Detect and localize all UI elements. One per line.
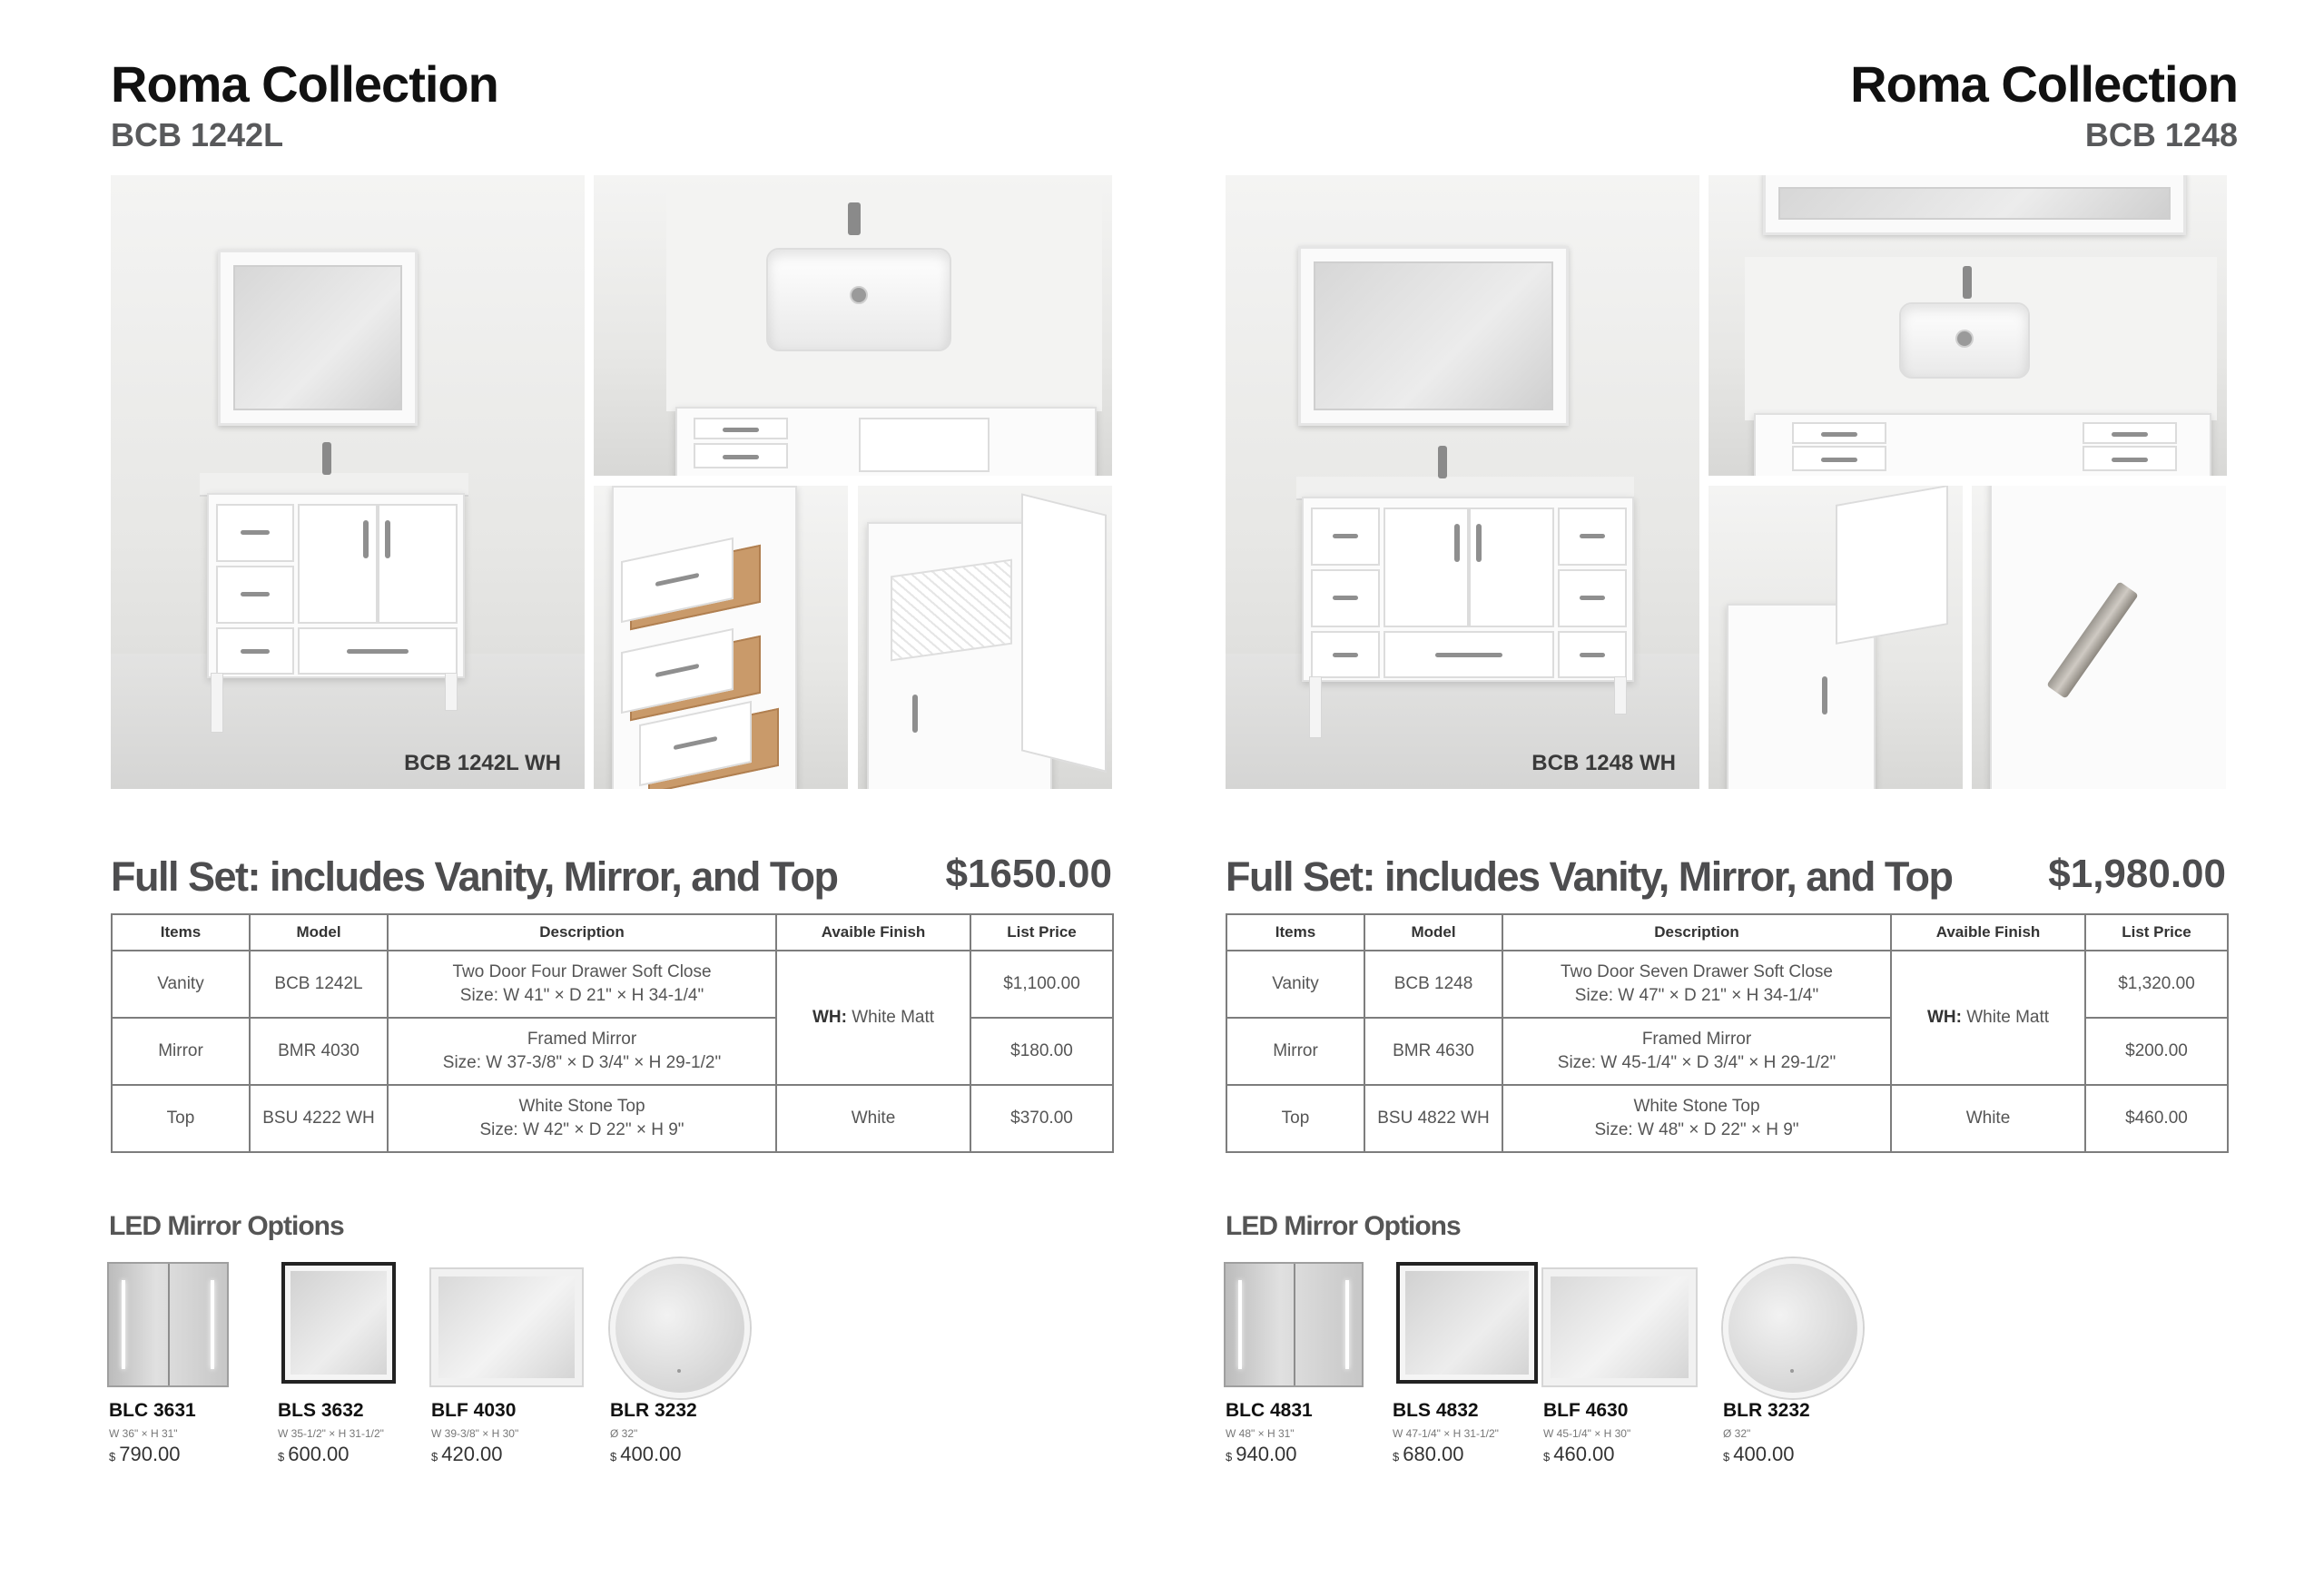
price-value: 680.00 xyxy=(1403,1443,1464,1465)
finish-name: White Matt xyxy=(1966,1008,2050,1027)
description-line: Framed Mirror xyxy=(527,1030,637,1049)
led-size: W 45-1/4" × H 30" xyxy=(1543,1427,1631,1440)
full-set-heading: Full Set: includes Vanity, Mirror, and Top xyxy=(1226,853,1953,900)
table-row xyxy=(1226,1085,2228,1152)
cell-price: $460.00 xyxy=(2085,1085,2228,1152)
currency-symbol: $ xyxy=(1393,1450,1400,1464)
cell-description xyxy=(388,1085,776,1152)
cell-item: Top xyxy=(112,1085,250,1152)
description-line: Two Door Four Drawer Soft Close xyxy=(452,962,712,981)
led-price xyxy=(1723,1443,1795,1466)
led-price xyxy=(1226,1443,1297,1466)
countertop-sink-photo xyxy=(1709,175,2227,476)
description-line: White Stone Top xyxy=(1633,1097,1760,1116)
cell-description xyxy=(1502,951,1891,1018)
led-size: W 36" × H 31" xyxy=(109,1427,178,1440)
led-size: W 39-3/8" × H 30" xyxy=(431,1427,519,1440)
mirror-cabinet-image xyxy=(1224,1262,1364,1387)
header-price: List Price xyxy=(2085,914,2228,951)
cell-description xyxy=(1502,1085,1891,1152)
cell-item: Top xyxy=(1226,1085,1364,1152)
drawer-pull-detail-photo xyxy=(1972,486,2226,789)
cell-description xyxy=(388,951,776,1018)
header-description: Description xyxy=(1502,914,1891,951)
led-model: BLC 3631 xyxy=(109,1400,196,1421)
finish-code: WH: xyxy=(812,1008,847,1027)
table-row xyxy=(112,1085,1113,1152)
currency-symbol: $ xyxy=(431,1450,438,1464)
cell-item: Vanity xyxy=(112,951,250,1018)
spec-table xyxy=(111,913,1114,1153)
spec-table xyxy=(1226,913,2229,1153)
model-subtitle: BCB 1248 xyxy=(2084,116,2238,153)
vanity-main-photo xyxy=(111,175,585,789)
photo-caption: BCB 1242L WH xyxy=(404,751,561,775)
collection-title: Roma Collection xyxy=(1850,55,2238,113)
price-value: 400.00 xyxy=(1733,1443,1795,1465)
led-model: BLC 4831 xyxy=(1226,1400,1313,1421)
header-finish: Avaible Finish xyxy=(776,914,970,951)
led-price xyxy=(1393,1443,1464,1466)
cell-price: $200.00 xyxy=(2085,1018,2228,1085)
cabinet-storage-photo xyxy=(858,486,1112,789)
description-size: Size: W 47" × D 21" × H 34-1/4" xyxy=(1574,986,1819,1005)
finish-code: WH: xyxy=(1926,1008,1962,1027)
currency-symbol: $ xyxy=(1226,1450,1233,1464)
description-size: Size: W 48" × D 22" × H 9" xyxy=(1594,1120,1799,1139)
cell-item: Mirror xyxy=(112,1018,250,1085)
price-value: 940.00 xyxy=(1236,1443,1297,1465)
mirror-cabinet-image xyxy=(107,1262,229,1387)
led-mirror-heading: LED Mirror Options xyxy=(109,1211,344,1241)
led-size: Ø 32" xyxy=(1723,1427,1751,1440)
cell-description xyxy=(388,1018,776,1085)
cell-model: BCB 1248 xyxy=(1364,951,1502,1018)
frosted-mirror-image xyxy=(1543,1269,1696,1385)
header-model: Model xyxy=(1364,914,1502,951)
currency-symbol: $ xyxy=(1543,1450,1551,1464)
led-size: W 48" × H 31" xyxy=(1226,1427,1295,1440)
led-model: BLR 3232 xyxy=(610,1400,697,1421)
full-set-price: $1650.00 xyxy=(945,852,1112,896)
table-header-row xyxy=(112,914,1113,951)
cell-finish xyxy=(776,951,970,1085)
cell-model: BSU 4222 WH xyxy=(250,1085,388,1152)
led-model: BLR 3232 xyxy=(1723,1400,1810,1421)
open-drawers-photo xyxy=(594,486,848,789)
cell-finish: White xyxy=(1891,1085,2085,1152)
full-set-heading: Full Set: includes Vanity, Mirror, and Top xyxy=(111,853,838,900)
led-model: BLF 4630 xyxy=(1543,1400,1629,1421)
cell-model: BCB 1242L xyxy=(250,951,388,1018)
vanity-main-photo xyxy=(1226,175,1699,789)
description-size: Size: W 45-1/4" × D 3/4" × H 29-1/2" xyxy=(1557,1053,1837,1072)
led-size: W 35-1/2" × H 31-1/2" xyxy=(278,1427,384,1440)
led-size: W 47-1/4" × H 31-1/2" xyxy=(1393,1427,1499,1440)
description-line: White Stone Top xyxy=(518,1097,645,1116)
description-line: Framed Mirror xyxy=(1641,1030,1752,1049)
collection-title: Roma Collection xyxy=(111,55,498,113)
cell-item: Mirror xyxy=(1226,1018,1364,1085)
frosted-mirror-image xyxy=(431,1269,582,1385)
led-mirror-heading: LED Mirror Options xyxy=(1226,1211,1461,1241)
led-price xyxy=(1543,1443,1615,1466)
black-frame-mirror-image xyxy=(281,1262,396,1384)
cell-model: BMR 4630 xyxy=(1364,1018,1502,1085)
header-finish: Avaible Finish xyxy=(1891,914,2085,951)
header-items: Items xyxy=(112,914,250,951)
round-mirror-image xyxy=(610,1258,750,1398)
model-subtitle: BCB 1242L xyxy=(111,116,284,153)
led-price xyxy=(278,1443,350,1466)
table-row xyxy=(1226,951,2228,1018)
table-header-row xyxy=(1226,914,2228,951)
description-size: Size: W 37-3/8" × D 3/4" × H 29-1/2" xyxy=(442,1053,722,1072)
price-value: 400.00 xyxy=(620,1443,682,1465)
description-size: Size: W 41" × D 21" × H 34-1/4" xyxy=(459,986,704,1005)
price-value: 420.00 xyxy=(441,1443,503,1465)
finish-name: White Matt xyxy=(852,1008,935,1027)
currency-symbol: $ xyxy=(610,1450,617,1464)
round-mirror-image xyxy=(1723,1258,1863,1398)
cell-price: $180.00 xyxy=(970,1018,1113,1085)
cell-model: BSU 4822 WH xyxy=(1364,1085,1502,1152)
led-price xyxy=(431,1443,503,1466)
cell-finish: White xyxy=(776,1085,970,1152)
led-size: Ø 32" xyxy=(610,1427,638,1440)
description-line: Two Door Seven Drawer Soft Close xyxy=(1561,962,1833,981)
cell-model: BMR 4030 xyxy=(250,1018,388,1085)
cell-item: Vanity xyxy=(1226,951,1364,1018)
cell-price: $1,100.00 xyxy=(970,951,1113,1018)
price-value: 790.00 xyxy=(119,1443,181,1465)
cell-price: $370.00 xyxy=(970,1085,1113,1152)
header-items: Items xyxy=(1226,914,1364,951)
cell-description xyxy=(1502,1018,1891,1085)
currency-symbol: $ xyxy=(109,1450,116,1464)
table-row xyxy=(112,951,1113,1018)
header-model: Model xyxy=(250,914,388,951)
catalog-page-right xyxy=(1162,0,2324,1577)
cell-finish xyxy=(1891,951,2085,1085)
cell-price: $1,320.00 xyxy=(2085,951,2228,1018)
currency-symbol: $ xyxy=(1723,1450,1730,1464)
led-model: BLF 4030 xyxy=(431,1400,517,1421)
header-description: Description xyxy=(388,914,776,951)
price-value: 460.00 xyxy=(1553,1443,1615,1465)
full-set-price: $1,980.00 xyxy=(2048,852,2226,896)
led-model: BLS 3632 xyxy=(278,1400,364,1421)
photo-caption: BCB 1248 WH xyxy=(1531,751,1676,775)
currency-symbol: $ xyxy=(278,1450,285,1464)
led-model: BLS 4832 xyxy=(1393,1400,1479,1421)
open-cabinet-photo xyxy=(1709,486,1963,789)
black-frame-mirror-image xyxy=(1396,1262,1538,1384)
countertop-sink-photo xyxy=(594,175,1112,476)
header-price: List Price xyxy=(970,914,1113,951)
description-size: Size: W 42" × D 22" × H 9" xyxy=(479,1120,684,1139)
led-price xyxy=(610,1443,682,1466)
price-value: 600.00 xyxy=(288,1443,350,1465)
led-price xyxy=(109,1443,181,1466)
